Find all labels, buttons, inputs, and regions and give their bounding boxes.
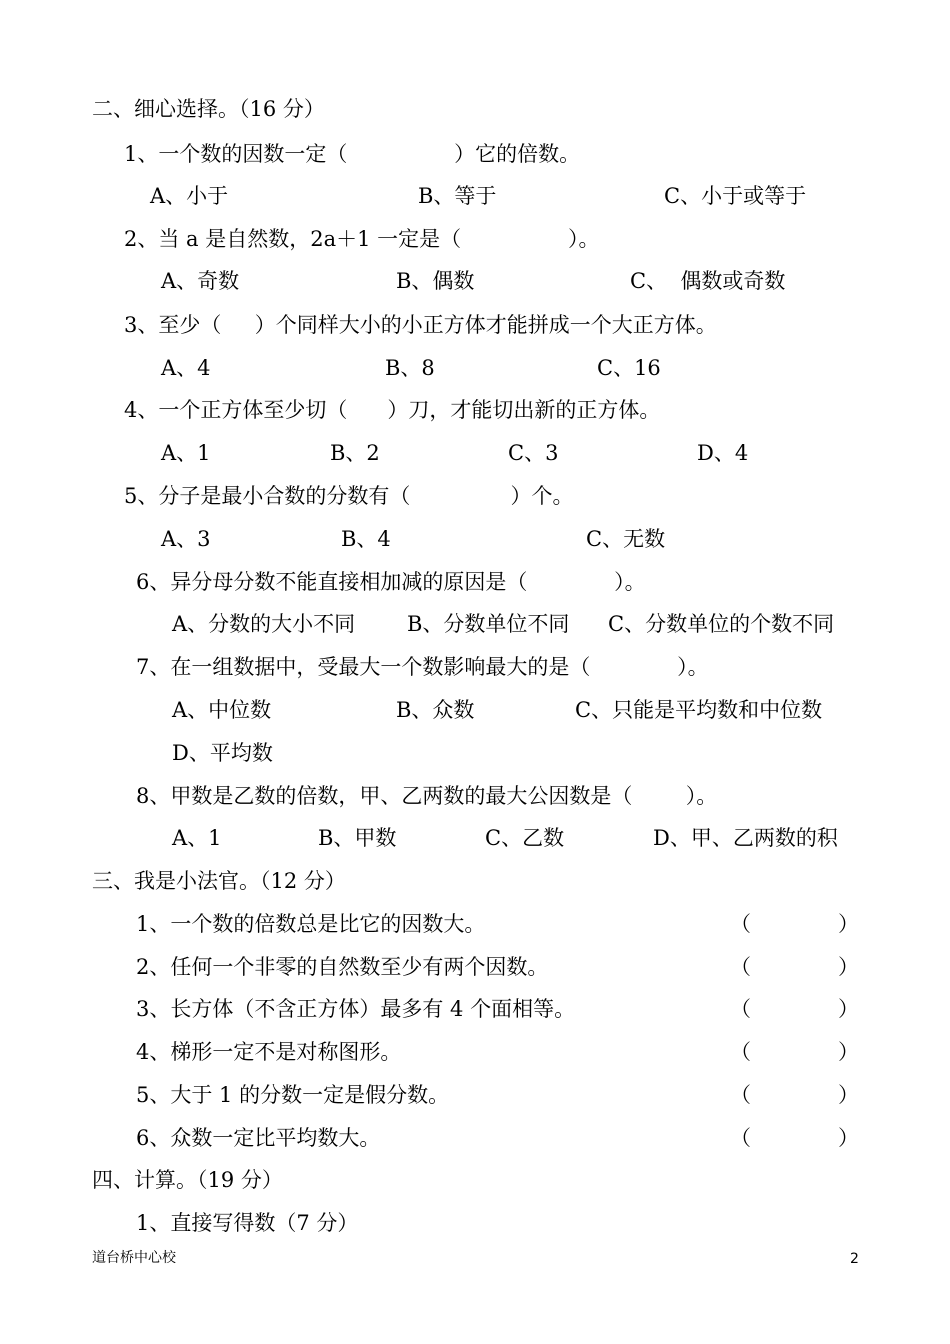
q7-option-d: D、平均数: [172, 741, 273, 765]
q1-option-c: C、小于或等于: [664, 184, 807, 208]
q8-option-c: C、乙数: [485, 826, 565, 850]
judge-paren-close-2: ）: [838, 955, 859, 979]
judge-item-5: 5、大于 1 的分数一定是假分数。: [136, 1083, 450, 1107]
judge-item-3: 3、长方体（不含正方体）最多有 4 个面相等。: [136, 997, 576, 1021]
section-4-heading: 四、计算。（19 分）: [92, 1168, 283, 1192]
footer-school: 道台桥中心校: [92, 1250, 176, 1266]
q8-option-b: B、甲数: [318, 826, 397, 850]
question-4: 4、一个正方体至少切（ ）刀，才能切出新的正方体。: [124, 398, 661, 422]
judge-item-2: 2、任何一个非零的自然数至少有两个因数。: [136, 955, 549, 979]
q7-option-c: C、只能是平均数和中位数: [575, 698, 823, 722]
section-3-heading: 三、我是小法官。（12 分）: [92, 869, 346, 893]
question-8: 8、甲数是乙数的倍数，甲、乙两数的最大公因数是（ ）。: [136, 784, 718, 808]
judge-item-4: 4、梯形一定不是对称图形。: [136, 1040, 402, 1064]
section-4-sub-1: 1、直接写得数（7 分）: [136, 1211, 359, 1235]
q4-option-d: D、4: [697, 441, 749, 465]
q7-option-b: B、众数: [396, 698, 475, 722]
judge-paren-close-5: ）: [838, 1083, 859, 1107]
q5-option-b: B、4: [341, 527, 391, 551]
q1-option-a: A、小于: [150, 184, 229, 208]
q3-option-c: C、16: [597, 356, 661, 380]
question-6: 6、异分母分数不能直接相加减的原因是（ ）。: [136, 570, 646, 594]
question-5: 5、分子是最小合数的分数有（ ）个。: [124, 484, 574, 508]
q5-option-a: A、3: [161, 527, 211, 551]
q6-option-a: A、分数的大小不同: [172, 612, 356, 636]
judge-paren-open-6: （: [730, 1126, 751, 1150]
judge-item-6: 6、众数一定比平均数大。: [136, 1126, 381, 1150]
question-1: 1、一个数的因数一定（ ）它的倍数。: [124, 142, 581, 166]
q4-option-c: C、3: [508, 441, 559, 465]
q3-option-a: A、4: [161, 356, 211, 380]
q7-option-a: A、中位数: [172, 698, 272, 722]
q6-option-b: B、分数单位不同: [407, 612, 570, 636]
q1-option-b: B、等于: [418, 184, 497, 208]
q5-option-c: C、无数: [586, 527, 666, 551]
judge-paren-open-1: （: [730, 912, 751, 936]
q3-option-b: B、8: [385, 356, 435, 380]
judge-paren-close-6: ）: [838, 1126, 859, 1150]
q2-option-a: A、奇数: [161, 269, 240, 293]
judge-paren-close-4: ）: [838, 1040, 859, 1064]
judge-paren-open-3: （: [730, 997, 751, 1021]
q6-option-c: C、分数单位的个数不同: [608, 612, 835, 636]
q8-option-d: D、甲、乙两数的积: [653, 826, 838, 850]
judge-item-1: 1、一个数的倍数总是比它的因数大。: [136, 912, 486, 936]
section-2-heading: 二、细心选择。（16 分）: [92, 97, 325, 121]
judge-paren-open-2: （: [730, 955, 751, 979]
q8-option-a: A、1: [172, 826, 222, 850]
question-3: 3、至少（ ）个同样大小的小正方体才能拼成一个大正方体。: [124, 313, 717, 337]
judge-paren-close-1: ）: [838, 912, 859, 936]
q4-option-b: B、2: [330, 441, 380, 465]
question-2: 2、当 a 是自然数，2a＋1 一定是（ ）。: [124, 227, 600, 251]
q2-option-b: B、偶数: [396, 269, 475, 293]
judge-paren-close-3: ）: [838, 997, 859, 1021]
judge-paren-open-4: （: [730, 1040, 751, 1064]
question-7: 7、在一组数据中，受最大一个数影响最大的是（ ）。: [136, 655, 709, 679]
q4-option-a: A、1: [161, 441, 211, 465]
page-number: 2: [850, 1251, 859, 1267]
judge-paren-open-5: （: [730, 1083, 751, 1107]
q2-option-c: C、 偶数或奇数: [630, 269, 786, 293]
